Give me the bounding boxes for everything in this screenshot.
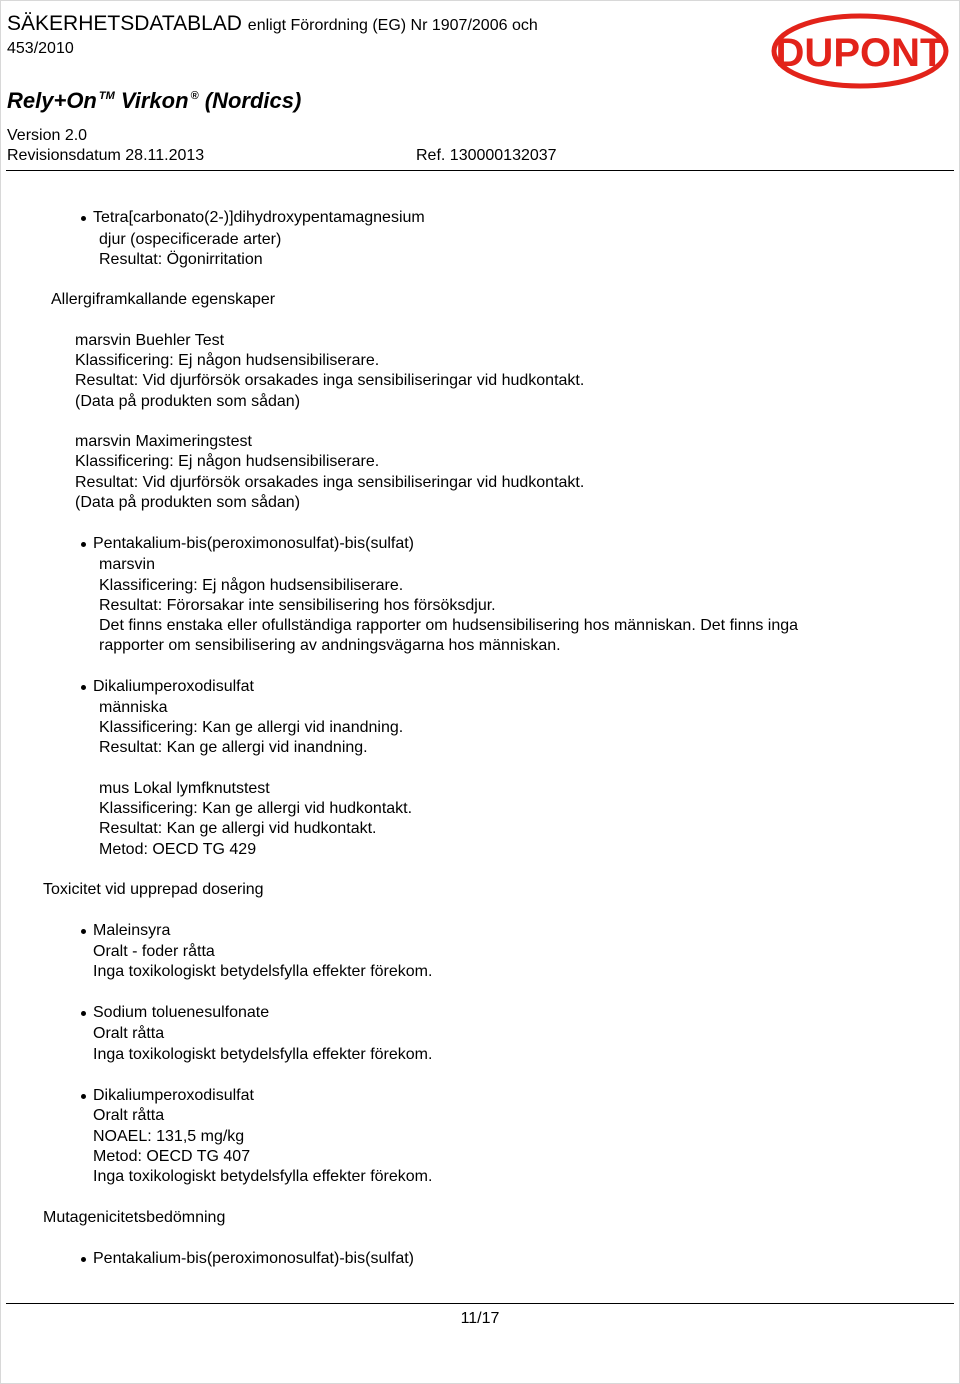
text-line: Klassificering: Kan ge allergi vid hudkontakt.: [99, 800, 413, 817]
text-line: Klassificering: Ej någon hudsensibiliserare.: [75, 453, 380, 470]
registered-mark: ®: [190, 90, 199, 102]
footer-divider: [6, 1303, 954, 1304]
version: Version 2.0: [7, 127, 88, 144]
dupont-logo: [770, 12, 950, 90]
text-line: Oralt råtta: [93, 1025, 165, 1042]
text-line: Resultat: Kan ge allergi vid inandning.: [99, 739, 368, 756]
text-line: marsvin Maximeringstest: [75, 433, 252, 450]
product-name-part1: Rely+On: [7, 88, 97, 113]
text-line: djur (ospecificerade arter): [99, 231, 282, 248]
bullet-icon: [81, 1257, 86, 1262]
text-line: Oralt - foder råtta: [93, 943, 215, 960]
bullet-icon: [81, 216, 86, 221]
text-line: mus Lokal lymfknutstest: [99, 780, 270, 797]
text-line: NOAEL: 131,5 mg/kg: [93, 1128, 245, 1145]
title-main: SÄKERHETSDATABLAD: [7, 12, 242, 35]
substance-title: Pentakalium-bis(peroximonosulfat)-bis(sulfat): [93, 1250, 415, 1267]
product-name: [7, 88, 301, 114]
header-divider: [6, 170, 954, 171]
text-line: Resultat: Kan ge allergi vid hudkontakt.: [99, 820, 377, 837]
text-line: Inga toxikologiskt betydelsfylla effekter förekom.: [93, 963, 433, 980]
bullet-icon: [81, 542, 86, 547]
text-line: Metod: OECD TG 407: [93, 1148, 251, 1165]
revision-date: Revisionsdatum 28.11.2013: [7, 147, 205, 164]
text-line: Oralt råtta: [93, 1107, 165, 1124]
bullet-icon: [81, 1011, 86, 1016]
document-title: [7, 12, 538, 36]
text-line: rapporter om sensibilisering av andningsvägarna hos människan.: [99, 637, 561, 654]
text-line: (Data på produkten som sådan): [75, 393, 301, 410]
text-line: Klassificering: Ej någon hudsensibiliserare.: [75, 352, 380, 369]
text-line: Det finns enstaka eller ofullständiga rapporter om hudsensibilisering hos människan. Det finns inga: [99, 617, 799, 634]
section-heading: Allergiframkallande egenskaper: [51, 291, 276, 308]
bullet-icon: [81, 685, 86, 690]
text-line: Klassificering: Kan ge allergi vid inandning.: [99, 719, 404, 736]
text-line: Resultat: Förorsakar inte sensibilisering hos försöksdjur.: [99, 597, 496, 614]
text-line: marsvin Buehler Test: [75, 332, 225, 349]
title-regulation-2: 453/2010: [7, 40, 74, 57]
substance-title: Sodium toluenesulfonate: [93, 1004, 270, 1021]
bullet-icon: [81, 929, 86, 934]
text-line: Metod: OECD TG 429: [99, 841, 257, 858]
text-line: Klassificering: Ej någon hudsensibiliserare.: [99, 577, 404, 594]
substance-title: Dikaliumperoxodisulfat: [93, 1087, 254, 1104]
bullet-icon: [81, 1094, 86, 1099]
substance-title: Tetra[carbonato(2-)]dihydroxypentamagnesium: [93, 209, 425, 226]
text-line: marsvin: [99, 556, 156, 573]
text-line: Resultat: Ögonirritation: [99, 251, 263, 268]
product-name-part3: (Nordics): [204, 88, 302, 113]
product-name-part2: Virkon: [120, 88, 189, 113]
text-line: Resultat: Vid djurförsök orsakades inga sensibiliseringar vid hudkontakt.: [75, 372, 585, 389]
page-number: 11/17: [460, 1310, 500, 1327]
text-line: Resultat: Vid djurförsök orsakades inga sensibiliseringar vid hudkontakt.: [75, 474, 585, 491]
section-heading: Toxicitet vid upprepad dosering: [43, 881, 264, 898]
section-heading: Mutagenicitetsbedömning: [43, 1209, 226, 1226]
text-line: Inga toxikologiskt betydelsfylla effekter förekom.: [93, 1046, 433, 1063]
trademark-mark: TM: [98, 90, 115, 102]
substance-title: Pentakalium-bis(peroximonosulfat)-bis(sulfat): [93, 535, 415, 552]
substance-title: Maleinsyra: [93, 922, 171, 939]
reference-number: Ref. 130000132037: [416, 147, 557, 164]
text-line: (Data på produkten som sådan): [75, 494, 301, 511]
title-regulation: enligt Förordning (EG) Nr 1907/2006 och: [247, 17, 538, 34]
substance-title: Dikaliumperoxodisulfat: [93, 678, 254, 695]
text-line: människa: [99, 699, 168, 716]
logo-text: DUPONT: [775, 31, 945, 75]
text-line: Inga toxikologiskt betydelsfylla effekter förekom.: [93, 1168, 433, 1185]
